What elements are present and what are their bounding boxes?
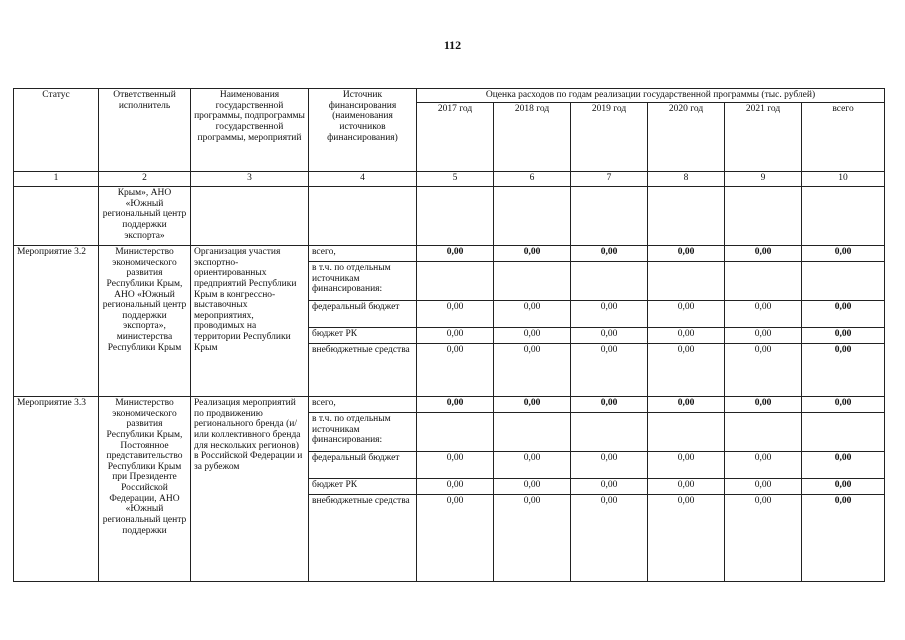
header-year-2021: 2021 год (725, 103, 802, 172)
header-year-2019: 2019 год (571, 103, 648, 172)
value-total (802, 262, 885, 301)
header-source: Источник финансирования (наименования источников финансирования) (309, 89, 417, 172)
column-number: 4 (309, 172, 417, 187)
expenditure-table (13, 88, 885, 582)
header-names: Наименования государственной программы, подпрограммы государственной программы, мероприятий (191, 89, 309, 172)
value-total: 0,00 (802, 246, 885, 262)
funding-source: всего, (309, 397, 417, 413)
column-number: 2 (99, 172, 191, 187)
funding-source: бюджет РК (309, 328, 417, 344)
page-number: 112 (443, 38, 462, 52)
column-number: 7 (571, 172, 648, 187)
value-2020: 0,00 (648, 301, 725, 328)
header-status: Статус (14, 89, 99, 172)
funding-source: в т.ч. по отдельным источникам финансирования: (309, 413, 417, 452)
value-2021: 0,00 (725, 397, 802, 413)
continuation-name (191, 187, 309, 246)
value-2019: 0,00 (571, 246, 648, 262)
column-number-row (14, 172, 885, 187)
value-2021: 0,00 (725, 479, 802, 495)
value-2020: 0,00 (648, 397, 725, 413)
funding-source: всего, (309, 246, 417, 262)
value-2018: 0,00 (494, 397, 571, 413)
funding-source: внебюджетные средства (309, 495, 417, 582)
value-total: 0,00 (802, 397, 885, 413)
table-row (14, 246, 885, 262)
column-number: 3 (191, 172, 309, 187)
empty-cell (802, 187, 885, 246)
value-total: 0,00 (802, 479, 885, 495)
value-2021: 0,00 (725, 344, 802, 397)
value-total: 0,00 (802, 495, 885, 582)
empty-cell (571, 187, 648, 246)
value-2018: 0,00 (494, 495, 571, 582)
continuation-source (309, 187, 417, 246)
value-2021: 0,00 (725, 328, 802, 344)
funding-source: бюджет РК (309, 479, 417, 495)
value-2020: 0,00 (648, 328, 725, 344)
value-2018 (494, 262, 571, 301)
value-2017: 0,00 (417, 328, 494, 344)
value-2017: 0,00 (417, 246, 494, 262)
value-2021 (725, 413, 802, 452)
column-number: 10 (802, 172, 885, 187)
table-row (14, 397, 885, 413)
value-2021: 0,00 (725, 246, 802, 262)
value-2020: 0,00 (648, 246, 725, 262)
value-2018: 0,00 (494, 328, 571, 344)
value-total (802, 413, 885, 452)
value-2017: 0,00 (417, 479, 494, 495)
empty-cell (725, 187, 802, 246)
value-2019: 0,00 (571, 452, 648, 479)
continuation-executor: Крым», АНО «Южный региональный центр поддержки экспорта» (99, 187, 191, 246)
activity-name: Организация участия экспортно-ориентированных предприятий Республики Крым в конгрессно-выставочных мероприятиях, проводимых на территории Республики Крым (191, 246, 309, 397)
value-2017 (417, 262, 494, 301)
value-2019: 0,00 (571, 328, 648, 344)
header-estimate: Оценка расходов по годам реализации государственной программы (тыс. рублей) (417, 89, 885, 103)
value-2021: 0,00 (725, 495, 802, 582)
value-2018 (494, 413, 571, 452)
value-2019 (571, 413, 648, 452)
empty-cell (494, 187, 571, 246)
value-2018: 0,00 (494, 479, 571, 495)
activity-status: Мероприятие 3.2 (14, 246, 99, 397)
funding-source: федеральный бюджет (309, 452, 417, 479)
empty-cell (648, 187, 725, 246)
value-2018: 0,00 (494, 246, 571, 262)
value-2017: 0,00 (417, 344, 494, 397)
continuation-row (14, 187, 885, 246)
column-number: 5 (417, 172, 494, 187)
activity-status: Мероприятие 3.3 (14, 397, 99, 582)
column-number: 9 (725, 172, 802, 187)
value-2017 (417, 413, 494, 452)
value-2018: 0,00 (494, 344, 571, 397)
header-executor: Ответственный исполнитель (99, 89, 191, 172)
value-2017: 0,00 (417, 397, 494, 413)
column-number: 8 (648, 172, 725, 187)
value-2021: 0,00 (725, 301, 802, 328)
value-2017: 0,00 (417, 452, 494, 479)
activity-executor: Министерство экономического развития Республики Крым, Постоянное представительство Республики Крым при Президенте Российской Федерации, АНО «Южный региональный центр поддержки (99, 397, 191, 582)
header-year-2020: 2020 год (648, 103, 725, 172)
value-2020: 0,00 (648, 452, 725, 479)
value-2020 (648, 262, 725, 301)
value-2019: 0,00 (571, 301, 648, 328)
activity-executor: Министерство экономического развития Республики Крым, АНО «Южный региональный центр поддержки экспорта», министерства Республики Крым (99, 246, 191, 397)
empty-cell (417, 187, 494, 246)
value-2018: 0,00 (494, 452, 571, 479)
funding-source: в т.ч. по отдельным источникам финансирования: (309, 262, 417, 301)
value-total: 0,00 (802, 328, 885, 344)
value-2020: 0,00 (648, 344, 725, 397)
column-number: 1 (14, 172, 99, 187)
value-2021 (725, 262, 802, 301)
value-2017: 0,00 (417, 301, 494, 328)
value-2017: 0,00 (417, 495, 494, 582)
column-number: 6 (494, 172, 571, 187)
value-total: 0,00 (802, 344, 885, 397)
value-2020: 0,00 (648, 479, 725, 495)
header-year-2018: 2018 год (494, 103, 571, 172)
value-2020: 0,00 (648, 495, 725, 582)
header-row (14, 89, 885, 103)
value-2020 (648, 413, 725, 452)
value-total: 0,00 (802, 301, 885, 328)
value-2019 (571, 262, 648, 301)
funding-source: внебюджетные средства (309, 344, 417, 397)
value-2021: 0,00 (725, 452, 802, 479)
value-2018: 0,00 (494, 301, 571, 328)
activity-name: Реализация мероприятий по продвижению регионального бренда (и/или коллективного бренда для нескольких регионов) в Российской Федерации и за рубежом (191, 397, 309, 582)
continuation-status (14, 187, 99, 246)
header-year-total: всего (802, 103, 885, 172)
value-2019: 0,00 (571, 397, 648, 413)
funding-source: федеральный бюджет (309, 301, 417, 328)
value-2019: 0,00 (571, 479, 648, 495)
value-2019: 0,00 (571, 344, 648, 397)
header-year-2017: 2017 год (417, 103, 494, 172)
value-2019: 0,00 (571, 495, 648, 582)
value-total: 0,00 (802, 452, 885, 479)
